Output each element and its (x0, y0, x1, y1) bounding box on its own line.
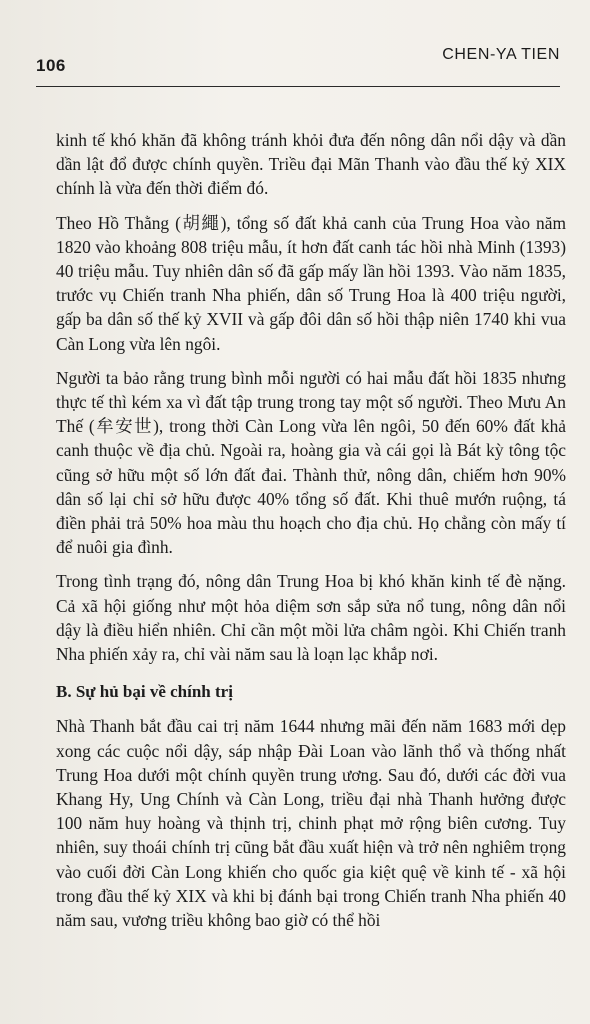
section-heading: B. Sự hủ bại về chính trị (56, 682, 233, 702)
page-number: 106 (36, 56, 66, 75)
paragraph: Theo Hồ Thằng (胡繩), tổng số đất khả canh của Trung Hoa vào năm 1820 vào khoảng 808 triệu mẫu, ít hơn đất canh tác hồi nhà Minh (1393) 40 triệu mẫu. Tuy nhiên dân số đã gấp mấy lần hồi 1393. Vào năm 1835, trước vụ Chiến tranh Nha phiến, dân số Trung Hoa là 400 triệu người, gấp ba dân số thế kỷ XVII và gấp đôi dân số hồi thập niên 1740 khi vua Càn Long vừa lên ngôi. (56, 212, 566, 354)
page-body (56, 128, 566, 942)
paragraph: kinh tế khó khăn đã không tránh khỏi đưa đến nông dân nổi dậy và dần dần lật đổ được chính quyền. Triều đại Mãn Thanh vào đầu thế kỷ XIX chính là vừa đến thời điểm đó. (56, 130, 566, 199)
page-header (36, 46, 560, 87)
paragraph: Trong tình trạng đó, nông dân Trung Hoa bị khó khăn kinh tế đè nặng. Cả xã hội giống như một hỏa diệm sơn sắp sửa nổ tung, nông dân nổi dậy là điều hiển nhiên. Chỉ cần một mồi lửa châm ngòi. Khi Chiến tranh Nha phiến xảy ra, chỉ vài năm sau là loạn lạc khắp nơi. (56, 571, 566, 665)
paragraph: Nhà Thanh bắt đầu cai trị năm 1644 nhưng mãi đến năm 1683 mới dẹp xong các cuộc nổi dậy, sáp nhập Đài Loan vào lãnh thổ và thống nhất Trung Hoa dưới một chính quyền trung ương. Sau đó, dưới các đời vua Khang Hy, Ung Chính và Càn Long, triều đại nhà Thanh hưởng được 100 năm huy hoàng và thịnh trị, chinh phạt mở rộng biên cương. Tuy nhiên, suy thoái chính trị cũng bắt đầu xuất hiện và trở nên nghiêm trọng vào cuối đời Càn Long khiến cho quốc gia kiệt quệ về kinh tế - xã hội trong đầu thế kỷ XIX và khi bị đánh bại trong Chiến tranh Nha phiến 40 năm sau, vương triều không bao giờ có thể hồi (56, 716, 566, 931)
running-head-author: CHEN-YA TIEN (442, 46, 560, 63)
paragraph: Người ta bảo rằng trung bình mỗi người có hai mẫu đất hồi 1835 nhưng thực tế thì kém xa vì đất tập trung trong tay một số người. Theo Mưu An Thế (牟安世), trong thời Càn Long vừa lên ngôi, 50 đến 60% đất khả canh thuộc về địa chủ. Ngoài ra, hoàng gia và cái gọi là Bát kỳ tông tộc cũng sở hữu một số lớn đất đai. Thành thử, nông dân, chiếm hơn 90% dân số lại chỉ sở hữu được 40% tổng số đất. Khi thuê mướn ruộng, tá điền phải trả 50% hoa màu thu hoạch cho địa chủ. Họ chẳng còn mấy tí để nuôi gia đình. (56, 367, 566, 558)
